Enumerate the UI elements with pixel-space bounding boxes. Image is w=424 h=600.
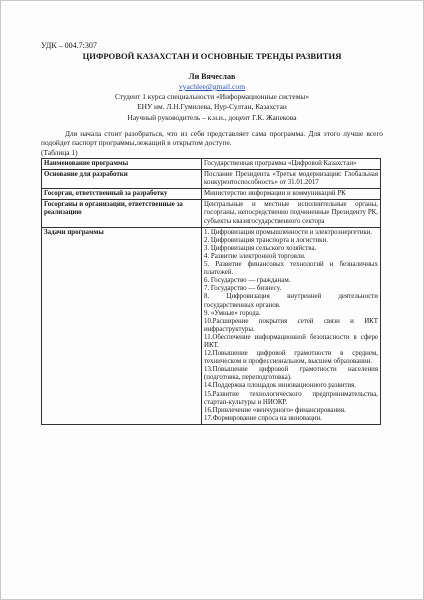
table-caption: (Таблица 1)	[41, 148, 78, 157]
affiliation-line-2: ЕНУ им. Л.Н.Гумилева, Нур-Султан, Казахстан	[137, 102, 287, 111]
table-row-label: Госорган, ответственный за разработку	[42, 189, 202, 200]
task-item: 2. Цифровизация транспорта и логистики.	[204, 236, 328, 244]
table-row-tasks	[42, 227, 381, 424]
table-row-label: Госорганы и организации, ответственные за реализацию	[42, 200, 202, 227]
task-item: 16.Привлечение «венчурного» финансирования.	[204, 406, 346, 414]
task-item: 17.Формирование спроса на инновации.	[204, 414, 322, 422]
table-row	[42, 200, 381, 227]
affiliation-line-1: Студент 1 курса специальности «Информационные системы»	[114, 92, 310, 101]
paper-title: ЦИФРОВОЙ КАЗАХСТАН И ОСНОВНЫЕ ТРЕНДЫ РАЗВИТИЯ	[82, 51, 342, 61]
task-item: 9. «Умные» города.	[204, 309, 261, 317]
task-item: 13.Повышение цифровой грамотности населения (подготовка, переподготовка).	[204, 366, 378, 382]
task-item: 4. Развитие электронной торговли.	[204, 252, 306, 260]
task-item: 12.Повышение цифровой грамотности в среднем, техническом и профессиональном, высшем образовании.	[204, 350, 378, 366]
task-item: 1. Цифровизация промышленности и электроэнергетики.	[204, 228, 373, 236]
program-passport-table	[41, 158, 381, 425]
author-name: Ли Вячеслав	[188, 72, 236, 81]
task-item: 11.Обеспечение информационной безопасности в сфере ИКТ.	[204, 333, 378, 349]
author-email-link[interactable]: vyachlee@gmail.com	[178, 82, 246, 91]
table-row-value: Государственная программа «Цифровой Казахстан»	[202, 159, 381, 170]
table-row	[42, 159, 381, 170]
task-item: 10.Расширение покрытия сетей связи и ИКТ инфраструктуры.	[204, 317, 378, 333]
table-row-value: Министерство информации и коммуникаций РК	[202, 189, 381, 200]
task-item: 5. Развитие финансовых технологий и безналичных платежей.	[204, 261, 378, 277]
table-row-label: Наименование программы	[42, 159, 202, 170]
table-row	[42, 170, 381, 189]
tasks-label: Задачи программы	[42, 227, 202, 424]
task-item: 15.Развитие технологического предпринимательства, стартап-культуры и НИОКР.	[204, 390, 378, 406]
task-item: 6. Государство — гражданам.	[204, 277, 291, 285]
task-item: 7. Государство — бизнесу.	[204, 285, 282, 293]
task-item: 3. Цифровизация сельского хозяйства.	[204, 244, 317, 252]
table-row-value: Послание Президента «Третья модернизация: Глобальная конкурентоспособность» от 31.01.2017	[202, 170, 381, 189]
tasks-list	[202, 227, 381, 424]
table-row-value: Центральные и местные исполнительные органы, госорганы, непосредственно подчиненные Президенту РК, субъекты квазигосударственного сектора	[202, 200, 381, 227]
intro-paragraph: Для начала стоит разобраться, что из себя представляет сама программа. Для этого лучше всего подойдет паспорт программы,лежащий в открытом доступе.	[41, 129, 383, 147]
udk-code: УДК – 004.7:307	[41, 41, 97, 50]
table-row-label: Основание для разработки	[42, 170, 202, 189]
task-item: 8. Цифровизация внутренней деятельности государственных органов.	[204, 293, 378, 309]
affiliation-line-3: Научный руководитель – к.н.н., доцент Г.К. Жапекова	[127, 113, 297, 122]
task-item: 14.Поддержка площадок инновационного развития.	[204, 382, 357, 390]
table-row	[42, 189, 381, 200]
